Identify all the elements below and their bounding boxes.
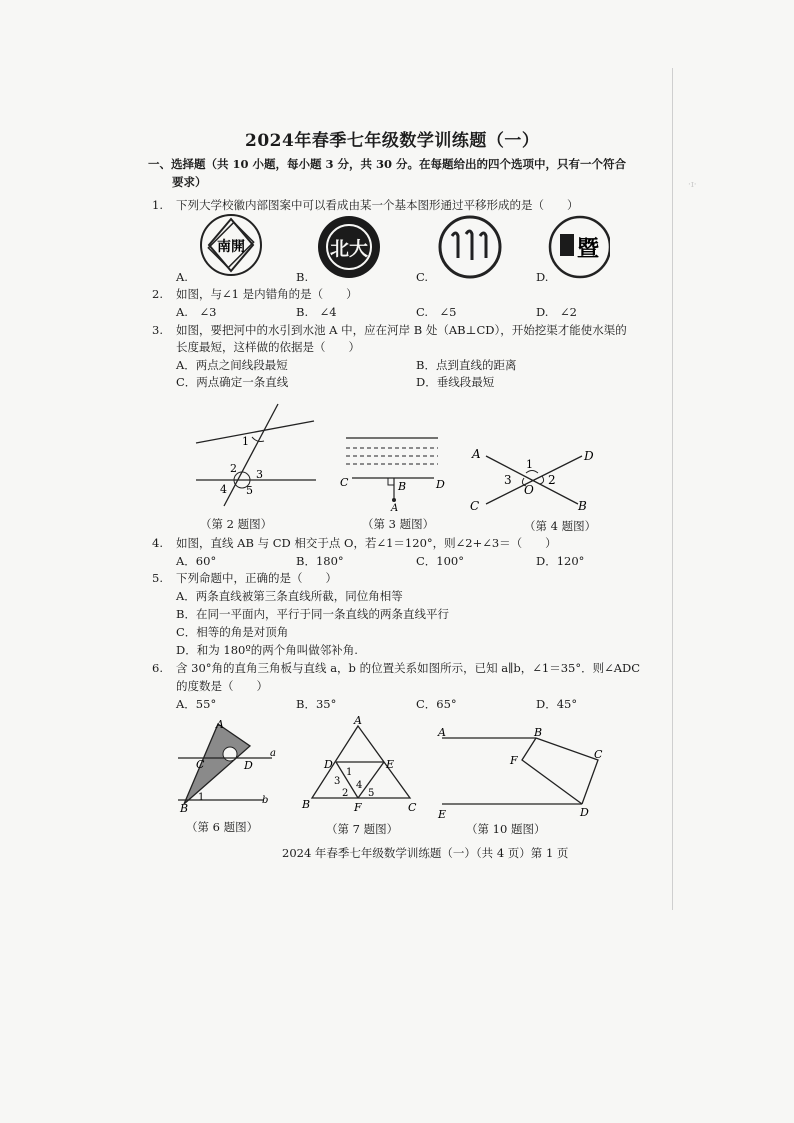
question-stem: 如图，与∠1 是内错角的是（ ） <box>176 287 358 301</box>
option-a: A. <box>176 270 188 284</box>
question-stem: 下列命题中，正确的是（ ） <box>176 571 337 585</box>
point-label: D <box>436 478 445 491</box>
option-c: C．100° <box>416 554 464 568</box>
figure-caption: （第 3 题图） <box>362 517 435 531</box>
option-d: D. ∠2 <box>536 305 577 319</box>
option-d: D．垂线段最短 <box>416 375 495 389</box>
option-c: C．相等的角是对顶角 <box>176 625 289 639</box>
logo-text: 北大 <box>329 238 369 260</box>
figure-q6 <box>172 718 282 818</box>
page-footer: 2024 年春季七年级数学训练题（一）（共 4 页）第 1 页 <box>282 846 569 860</box>
angle-label: 3 <box>256 468 263 481</box>
option-b: B. <box>296 270 309 284</box>
option-a: A．两条直线被第三条直线所截，同位角相等 <box>176 589 403 603</box>
angle-label: 4 <box>220 483 227 496</box>
logo-pku <box>318 216 380 278</box>
point-label: D <box>584 449 594 463</box>
angle-label: 2 <box>230 462 237 475</box>
option-a: A．两点之间线段最短 <box>176 358 288 372</box>
figure-caption: （第 7 题图） <box>326 822 399 836</box>
option-d: D．和为 180º的两个角叫做邻补角. <box>176 643 358 657</box>
angle-label: 2 <box>342 788 349 799</box>
option-d: D．120° <box>536 554 585 568</box>
figure-q7 <box>298 716 422 820</box>
question-number: 6. <box>152 661 163 675</box>
figure-caption: （第 10 题图） <box>466 822 546 836</box>
option-a: A. ∠3 <box>176 305 217 319</box>
section-header-cont: 要求） <box>172 175 207 189</box>
point-label: D <box>580 806 589 819</box>
question-stem-cont: 长度最短，这样做的依据是（ ） <box>176 340 360 354</box>
option-a: A．55° <box>176 697 217 711</box>
question-number: 4. <box>152 536 163 550</box>
point-label: F <box>354 801 362 814</box>
figure-q4 <box>464 440 604 516</box>
question-number: 3. <box>152 323 163 337</box>
angle-label: 2 <box>548 473 556 487</box>
point-label: A <box>391 503 399 512</box>
angle-label: 3 <box>334 776 341 787</box>
figure-caption: （第 4 题图） <box>524 519 597 533</box>
point-label: E <box>386 758 395 771</box>
point-label: C <box>594 748 603 761</box>
line-label: b <box>262 795 269 806</box>
figure-caption: （第 6 题图） <box>186 820 259 834</box>
question-number: 1. <box>152 198 163 212</box>
figure-q10 <box>436 724 616 820</box>
point-label: B <box>180 802 189 815</box>
figure-q3 <box>338 430 458 512</box>
logo-text: 南開 <box>217 239 245 255</box>
point-label: B <box>534 726 543 739</box>
point-label: O <box>524 483 534 497</box>
option-c: C．65° <box>416 697 457 711</box>
point-label: F <box>510 754 518 767</box>
logo-sichuan <box>440 217 500 281</box>
angle-label: 1 <box>198 792 205 803</box>
option-b: B．35° <box>296 697 337 711</box>
logo-text: 暨 <box>576 237 600 262</box>
question-number: 5. <box>152 571 163 585</box>
page-title: 2024年春季七年级数学训练题（一） <box>245 131 540 151</box>
angle-label: 1 <box>346 767 353 778</box>
logo-jinan <box>550 217 610 277</box>
question-stem: 如图，要把河中的水引到水池 A 中，应在河岸 B 处（AB⊥CD），开始挖渠才能使水渠的 <box>176 323 627 337</box>
point-label: A <box>472 447 481 461</box>
option-c: C. <box>416 270 429 284</box>
question-stem-cont: 的度数是（ ） <box>176 679 268 693</box>
logo-text: 川 <box>470 280 471 281</box>
option-b: B．点到直线的距离 <box>416 358 517 372</box>
point-label: C <box>408 801 417 814</box>
option-c: C．两点确定一条直线 <box>176 375 289 389</box>
section-header: 一、选择题（共 10 小题，每小题 3 分，共 30 分。在每题给出的四个选项中，只有一个符合 <box>148 157 627 171</box>
option-a: A．60° <box>176 554 217 568</box>
question-stem: 含 30°角的直角三角板与直线 a，b 的位置关系如图所示，已知 a∥b，∠1＝35°．则∠ADC <box>176 661 641 675</box>
option-d: D. <box>536 270 549 284</box>
point-label: E <box>438 808 447 820</box>
point-label: A <box>216 718 224 731</box>
angle-label: 3 <box>504 473 512 487</box>
point-label: B <box>302 798 311 811</box>
angle-label: 1 <box>526 458 533 471</box>
page-fold-edge <box>672 68 673 910</box>
point-label: C <box>196 758 205 771</box>
point-label: D <box>324 758 333 771</box>
option-b: B. ∠4 <box>296 305 337 319</box>
option-c: C. ∠5 <box>416 305 457 319</box>
question-stem: 如图，直线 AB 与 CD 相交于点 O，若∠1＝120°，则∠2+∠3＝（ ） <box>176 536 557 550</box>
point-label: A <box>438 726 446 739</box>
point-label: A <box>354 716 362 727</box>
figure-q2 <box>190 400 330 510</box>
option-d: D．45° <box>536 697 578 711</box>
point-label: B <box>578 499 587 513</box>
figure-caption: （第 2 题图） <box>200 517 273 531</box>
logo-nankai <box>201 215 261 275</box>
point-label: C <box>470 499 480 513</box>
point-label: D <box>244 759 253 772</box>
point-label: B <box>398 480 407 493</box>
angle-label: 5 <box>368 788 375 799</box>
line-label: a <box>270 748 276 759</box>
angle-label: 1 <box>242 435 249 448</box>
option-b: B．180° <box>296 554 344 568</box>
bleed-through-mark: ·ɪ· <box>688 180 697 190</box>
option-b: B．在同一平面内，平行于同一条直线的两条直线平行 <box>176 607 449 621</box>
point-label: C <box>340 476 349 489</box>
question-stem: 下列大学校徽内部图案中可以看成由某一个基本图形通过平移形成的是（ ） <box>176 198 579 212</box>
angle-label: 4 <box>356 780 363 791</box>
angle-label: 5 <box>246 484 253 497</box>
question-number: 2. <box>152 287 163 301</box>
